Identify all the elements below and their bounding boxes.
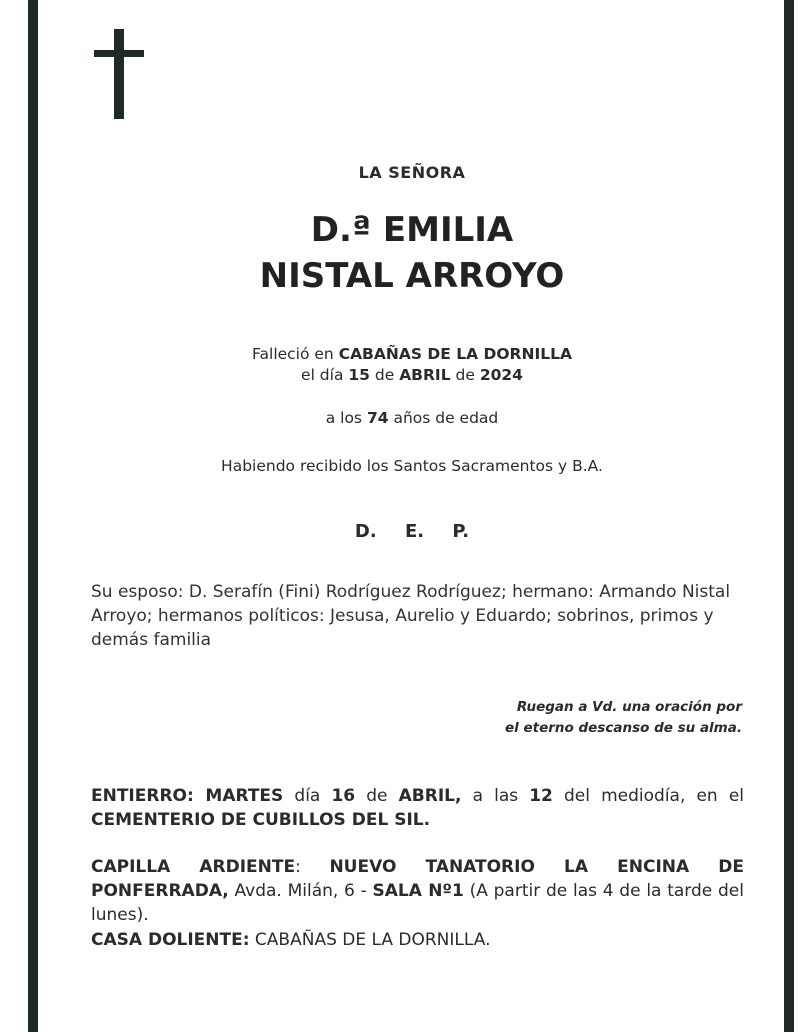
funeral-t3: a las [461,786,530,806]
house-info [91,928,744,952]
age-years: 74 [366,409,389,427]
prayer-line-1: Ruegan a Vd. una oración por [516,699,742,715]
chapel-sep: : [295,857,330,877]
house-label: CASA DOLIENTE: [91,930,250,950]
funeral-month: ABRIL, [398,786,462,806]
death-day: 15 [348,366,370,384]
name-line-1: D.ª EMILIA [310,210,514,250]
chapel-label: CAPILLA ARDIENTE [91,857,296,877]
family-text: Su esposo: D. Serafín (Fini) Rodríguez Rodríguez; hermano: Armando Nistal Arroyo; hermanos políticos: Jesusa, Aurelio y Eduardo; sobrinos, primos y demás familia [91,582,731,650]
death-month: ABRIL [399,366,451,384]
sacraments-text: Habiendo recibido los Santos Sacramentos y B.A. [221,457,603,475]
age-prefix: a los [325,409,367,427]
age-info [40,409,784,427]
intro-text: LA SEÑORA [358,163,466,182]
de-2: de [450,366,480,384]
funeral-day: 16 [331,786,356,806]
day-prefix: el día [301,366,349,384]
de-1: de [369,366,400,384]
funeral-t1: día [283,786,332,806]
death-year: 2024 [479,366,523,384]
funeral-info [91,784,744,832]
age-suffix: años de edad [388,409,499,427]
deceased-name [40,207,784,299]
right-border [784,0,794,1032]
house-value: CABAÑAS DE LA DORNILLA. [249,930,491,950]
funeral-t2: de [355,786,399,806]
name-line-2: NISTAL ARROYO [259,256,565,296]
chapel-room: SALA Nº1 [372,881,464,901]
chapel-address: Avda. Milán, 6 - [228,881,373,901]
funeral-place: CEMENTERIO DE CUBILLOS DEL SIL. [91,810,431,830]
chapel-name: NUEVO TANATORIO LA ENCINA DE PONFERRADA, [91,857,745,901]
cross-icon [94,29,144,119]
funeral-hour: 12 [529,786,553,806]
death-prefix: Falleció en [252,345,339,363]
prayer-line-2: el eterno descanso de su alma. [505,720,742,736]
death-place: CABAÑAS DE LA DORNILLA [338,345,572,363]
chapel-info [91,855,744,927]
prayer-text [505,697,742,739]
death-info [40,344,784,386]
left-border [28,0,38,1032]
dep-text: D. E. P. [354,521,470,542]
chapel-note: (A partir de las 4 de la tarde del lunes). [91,881,744,925]
funeral-t4: del mediodía, en el [552,786,745,806]
funeral-label: ENTIERRO: MARTES [91,786,284,806]
